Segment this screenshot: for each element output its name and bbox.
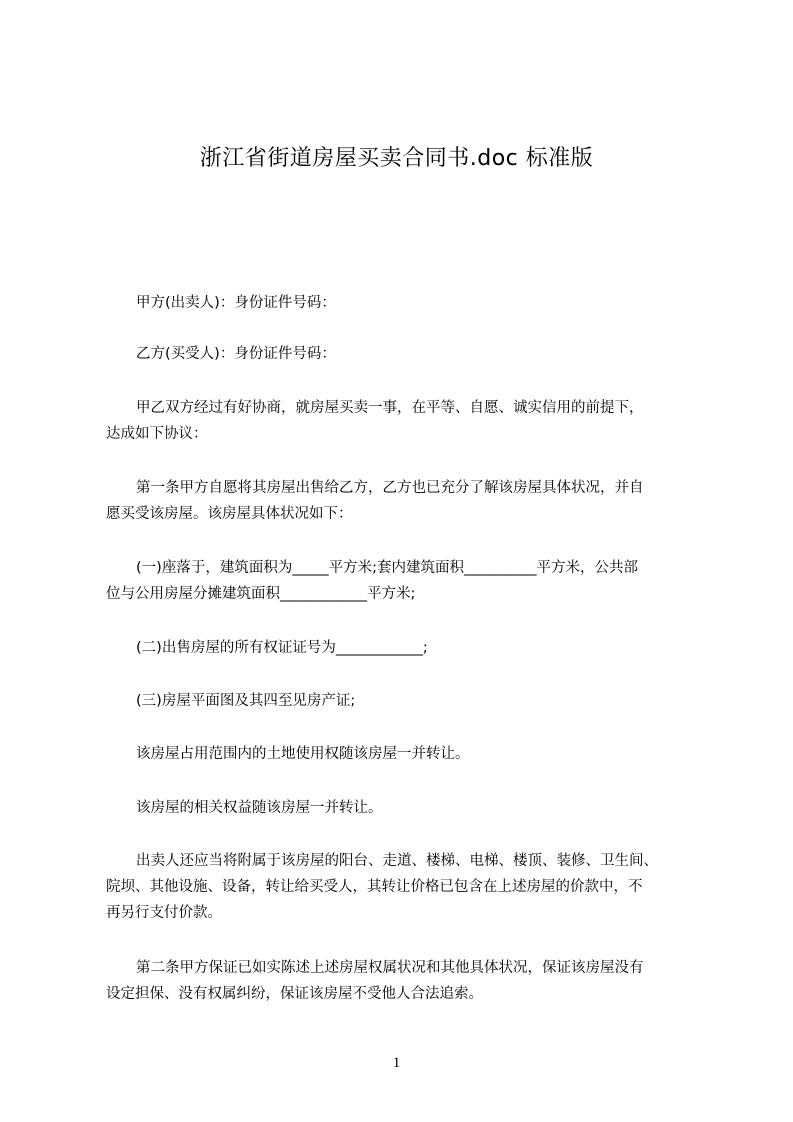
paragraph-article-1 xyxy=(106,475,706,527)
paragraph-line: 愿买受该房屋。该房屋具体状况如下： xyxy=(106,506,353,522)
paragraph-rights xyxy=(106,795,706,821)
paragraph-line: 该房屋的相关权益随该房屋一并转让。 xyxy=(136,800,383,816)
paragraph-line: (一)座落于，建筑面积为_____平方米;套内建筑面积__________平方米，公共部 xyxy=(136,560,638,576)
paragraph-line: 出卖人还应当将附属于该房屋的阳台、走道、楼梯、电梯、楼顶、装修、卫生间、 xyxy=(136,853,658,869)
paragraph-seller xyxy=(106,290,706,316)
paragraph-attachments xyxy=(106,848,706,926)
paragraph-line: (二)出售房屋的所有权证证号为____________; xyxy=(136,640,428,656)
paragraph-line: 院坝、其他设施、设备，转让给买受人，其转让价格已包含在上述房屋的价款中，不 xyxy=(106,879,643,895)
paragraph-line: 甲乙双方经过有好协商，就房屋买卖一事，在平等、自愿、诚实信用的前提下， xyxy=(136,400,644,416)
paragraph-item-1 xyxy=(106,555,706,607)
paragraph-line: (三)房屋平面图及其四至见房产证; xyxy=(136,693,356,709)
paragraph-item-2 xyxy=(106,635,706,661)
paragraph-line: 再另行支付价款。 xyxy=(106,905,222,921)
paragraph-land-use xyxy=(106,741,706,767)
paragraph-buyer xyxy=(106,341,706,367)
paragraph-line: 设定担保、没有权属纠纷，保证该房屋不受他人合法追索。 xyxy=(106,986,483,1002)
paragraph-line: 乙方(买受人)：身份证件号码： xyxy=(136,346,336,362)
paragraph-line: 甲方(出卖人)：身份证件号码： xyxy=(136,295,336,311)
paragraph-item-3 xyxy=(106,688,706,714)
paragraph-article-2 xyxy=(106,955,706,1007)
paragraph-agreement-intro xyxy=(106,395,706,447)
page-number: 1 xyxy=(392,1055,401,1071)
document-title: 浙江省街道房屋买卖合同书.doc 标准版 xyxy=(199,146,594,171)
paragraph-line: 第一条甲方自愿将其房屋出售给乙方，乙方也已充分了解该房屋具体状况，并自 xyxy=(136,480,644,496)
paragraph-line: 位与公用房屋分摊建筑面积____________平方米; xyxy=(106,586,416,602)
paragraph-line: 第二条甲方保证已如实陈述上述房屋权属状况和其他具体状况，保证该房屋没有 xyxy=(136,960,644,976)
paragraph-line: 该房屋占用范围内的土地使用权随该房屋一并转让。 xyxy=(136,746,470,762)
paragraph-line: 达成如下协议： xyxy=(106,426,208,442)
